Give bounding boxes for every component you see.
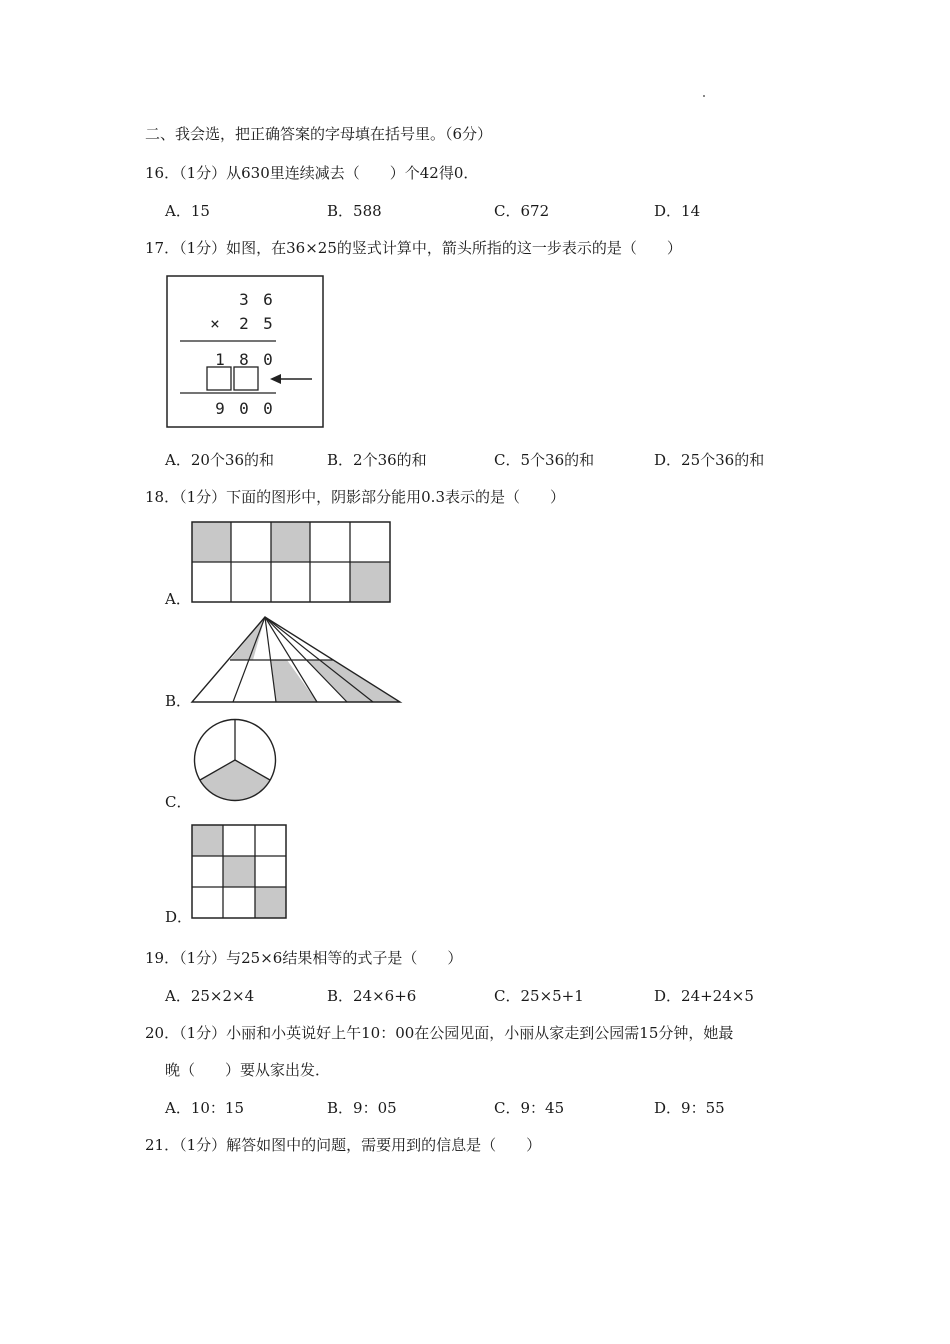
- q18-label-d: D．: [165, 908, 193, 926]
- fig-row5-digit1: 9: [215, 399, 225, 418]
- q17-option-d: D．25个36的和: [654, 451, 765, 469]
- fig-row2-digit1: 2: [239, 314, 249, 333]
- q16-option-b: B．588: [327, 202, 382, 220]
- q19-option-d: D．24+24×5: [654, 987, 754, 1005]
- fig-row1-digit2: 6: [263, 290, 273, 309]
- q20-option-b: B．9：05: [327, 1099, 397, 1117]
- fig-row5-digit2: 0: [239, 399, 249, 418]
- q20-option-d: D．9：55: [654, 1099, 725, 1117]
- q20-option-a: A．10：15: [165, 1099, 245, 1117]
- question-20-stem-line2: 晚（ ）要从家出发．: [165, 1061, 331, 1079]
- q18-label-b: B．: [165, 692, 192, 710]
- q16-option-c: C．672: [494, 202, 550, 220]
- q17-option-c: C．5个36的和: [494, 451, 595, 469]
- q19-option-b: B．24×6+6: [327, 987, 417, 1005]
- fig-row3-digit1: 1: [215, 350, 225, 369]
- q16-option-d: D．14: [654, 202, 701, 220]
- q17-option-b: B．2个36的和: [327, 451, 427, 469]
- q18-label-a: A．: [165, 590, 191, 608]
- fig-times-sign: ×: [210, 314, 220, 333]
- question-19-stem: 19．（1分）与25×6结果相等的式子是（ ）: [145, 949, 463, 967]
- question-20-stem-line1: 20．（1分）小丽和小英说好上午10：00在公园见面，小丽从家走到公园需15分钟，她最: [145, 1024, 734, 1042]
- question-16-stem: 16．（1分）从630里连续减去（ ）个42得0．: [145, 164, 479, 182]
- question-18-stem: 18．（1分）下面的图形中，阴影部分能用0.3表示的是（ ）: [145, 488, 565, 506]
- section-title: 二、我会选，把正确答案的字母填在括号里。（6分）: [145, 125, 493, 143]
- fig-row3-digit3: 0: [263, 350, 273, 369]
- q16-option-a: A．15: [165, 202, 210, 220]
- q18-label-c: C．: [165, 793, 192, 811]
- fig-row2-digit2: 5: [263, 314, 273, 333]
- question-21-stem: 21．（1分）解答如图中的问题，需要用到的信息是（ ）: [145, 1136, 542, 1154]
- q20-option-c: C．9：45: [494, 1099, 565, 1117]
- q19-option-a: A．25×2×4: [165, 987, 255, 1005]
- fig-row1-digit1: 3: [239, 290, 249, 309]
- q17-option-a: A．20个36的和: [165, 451, 275, 469]
- question-17-stem: 17．（1分）如图，在36×25的竖式计算中，箭头所指的这一步表示的是（ ）: [145, 239, 682, 257]
- q19-option-c: C．25×5+1: [494, 987, 584, 1005]
- fig-row3-digit2: 8: [239, 350, 249, 369]
- fig-row5-digit3: 0: [263, 399, 273, 418]
